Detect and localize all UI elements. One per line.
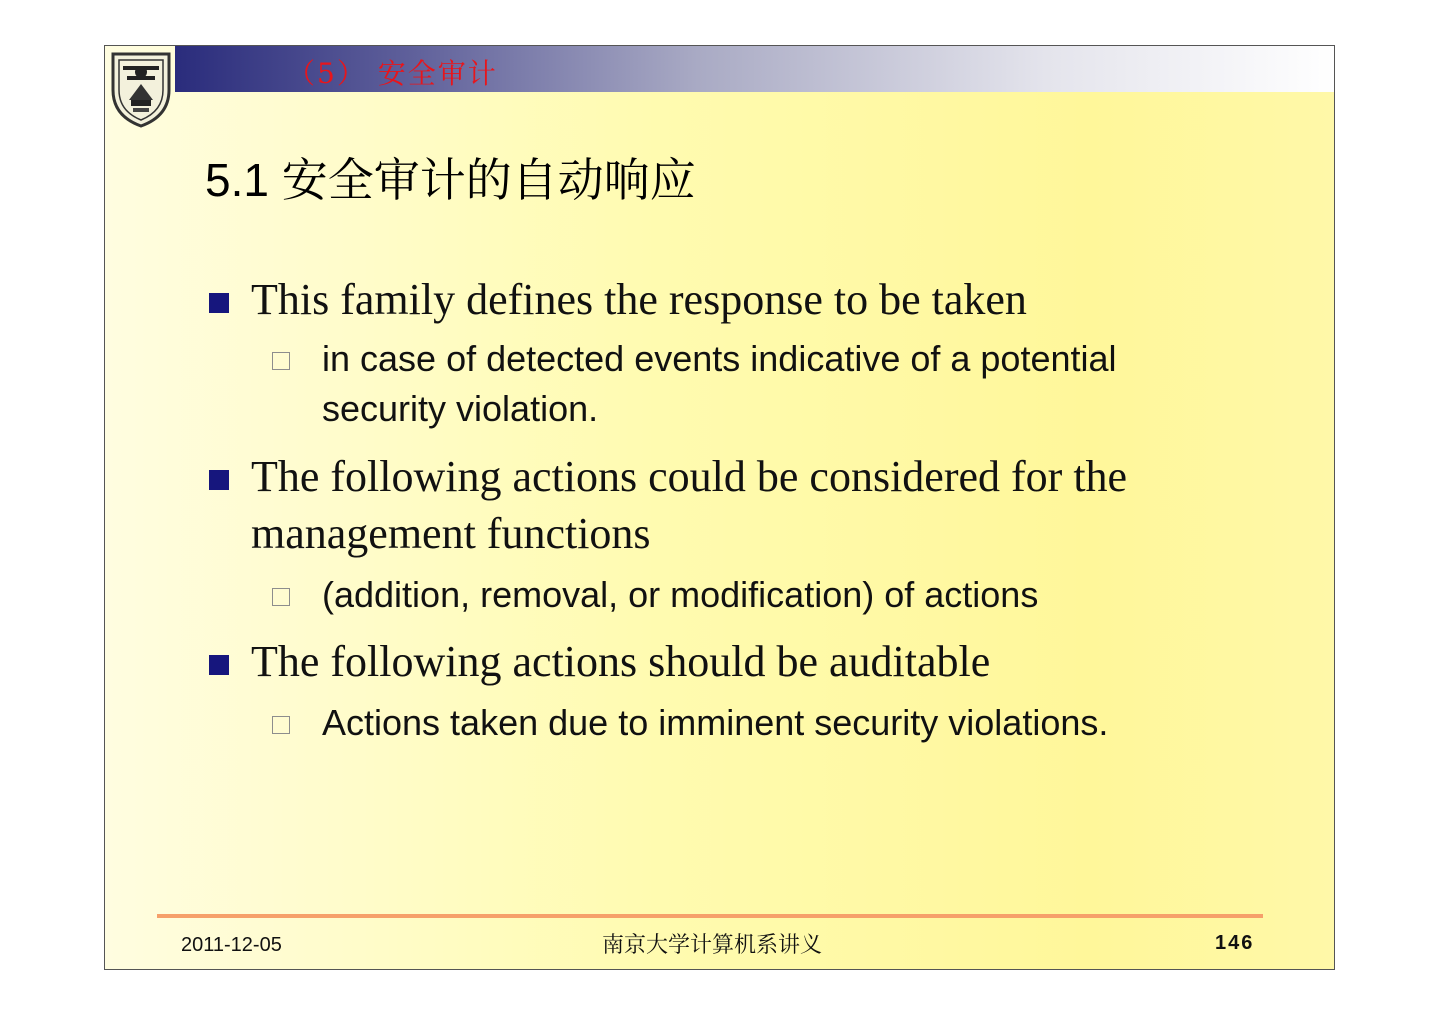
sub-bullet-text: in case of detected events indicative of a potential security violation. [322, 338, 1117, 429]
footer-date: 2011-12-05 [181, 934, 282, 956]
page-number: 146 [1215, 932, 1255, 954]
bullet-text: The following actions could be considered for the management functions [251, 452, 1128, 558]
bullet-text: This family defines the response to be taken [251, 275, 1027, 324]
header-bar [175, 46, 1335, 92]
sub-bullet-item [269, 334, 1242, 434]
slide-title: 5.1 安全审计的自动响应 [205, 154, 696, 206]
square-bullet-icon [209, 655, 229, 675]
bullet-item [205, 633, 1231, 690]
hollow-square-bullet-icon [272, 716, 290, 734]
slide [104, 45, 1335, 970]
square-bullet-icon [209, 470, 229, 490]
footer-course-title: 南京大学计算机系讲义 [602, 933, 823, 958]
bullet-item [205, 271, 1231, 328]
sub-bullet-text: (addition, removal, or modification) of actions [322, 574, 1039, 615]
section-title: （5） 安全审计 [287, 57, 498, 90]
bullet-item [205, 448, 1231, 562]
university-logo-icon [109, 50, 173, 128]
hollow-square-bullet-icon [272, 352, 290, 370]
footer-divider [157, 914, 1263, 918]
bullet-text: The following actions should be auditable [251, 637, 991, 686]
sub-bullet-item [269, 570, 1242, 620]
hollow-square-bullet-icon [272, 588, 290, 606]
sub-bullet-item [269, 698, 1242, 748]
square-bullet-icon [209, 293, 229, 313]
sub-bullet-text: Actions taken due to imminent security violations. [322, 702, 1109, 743]
